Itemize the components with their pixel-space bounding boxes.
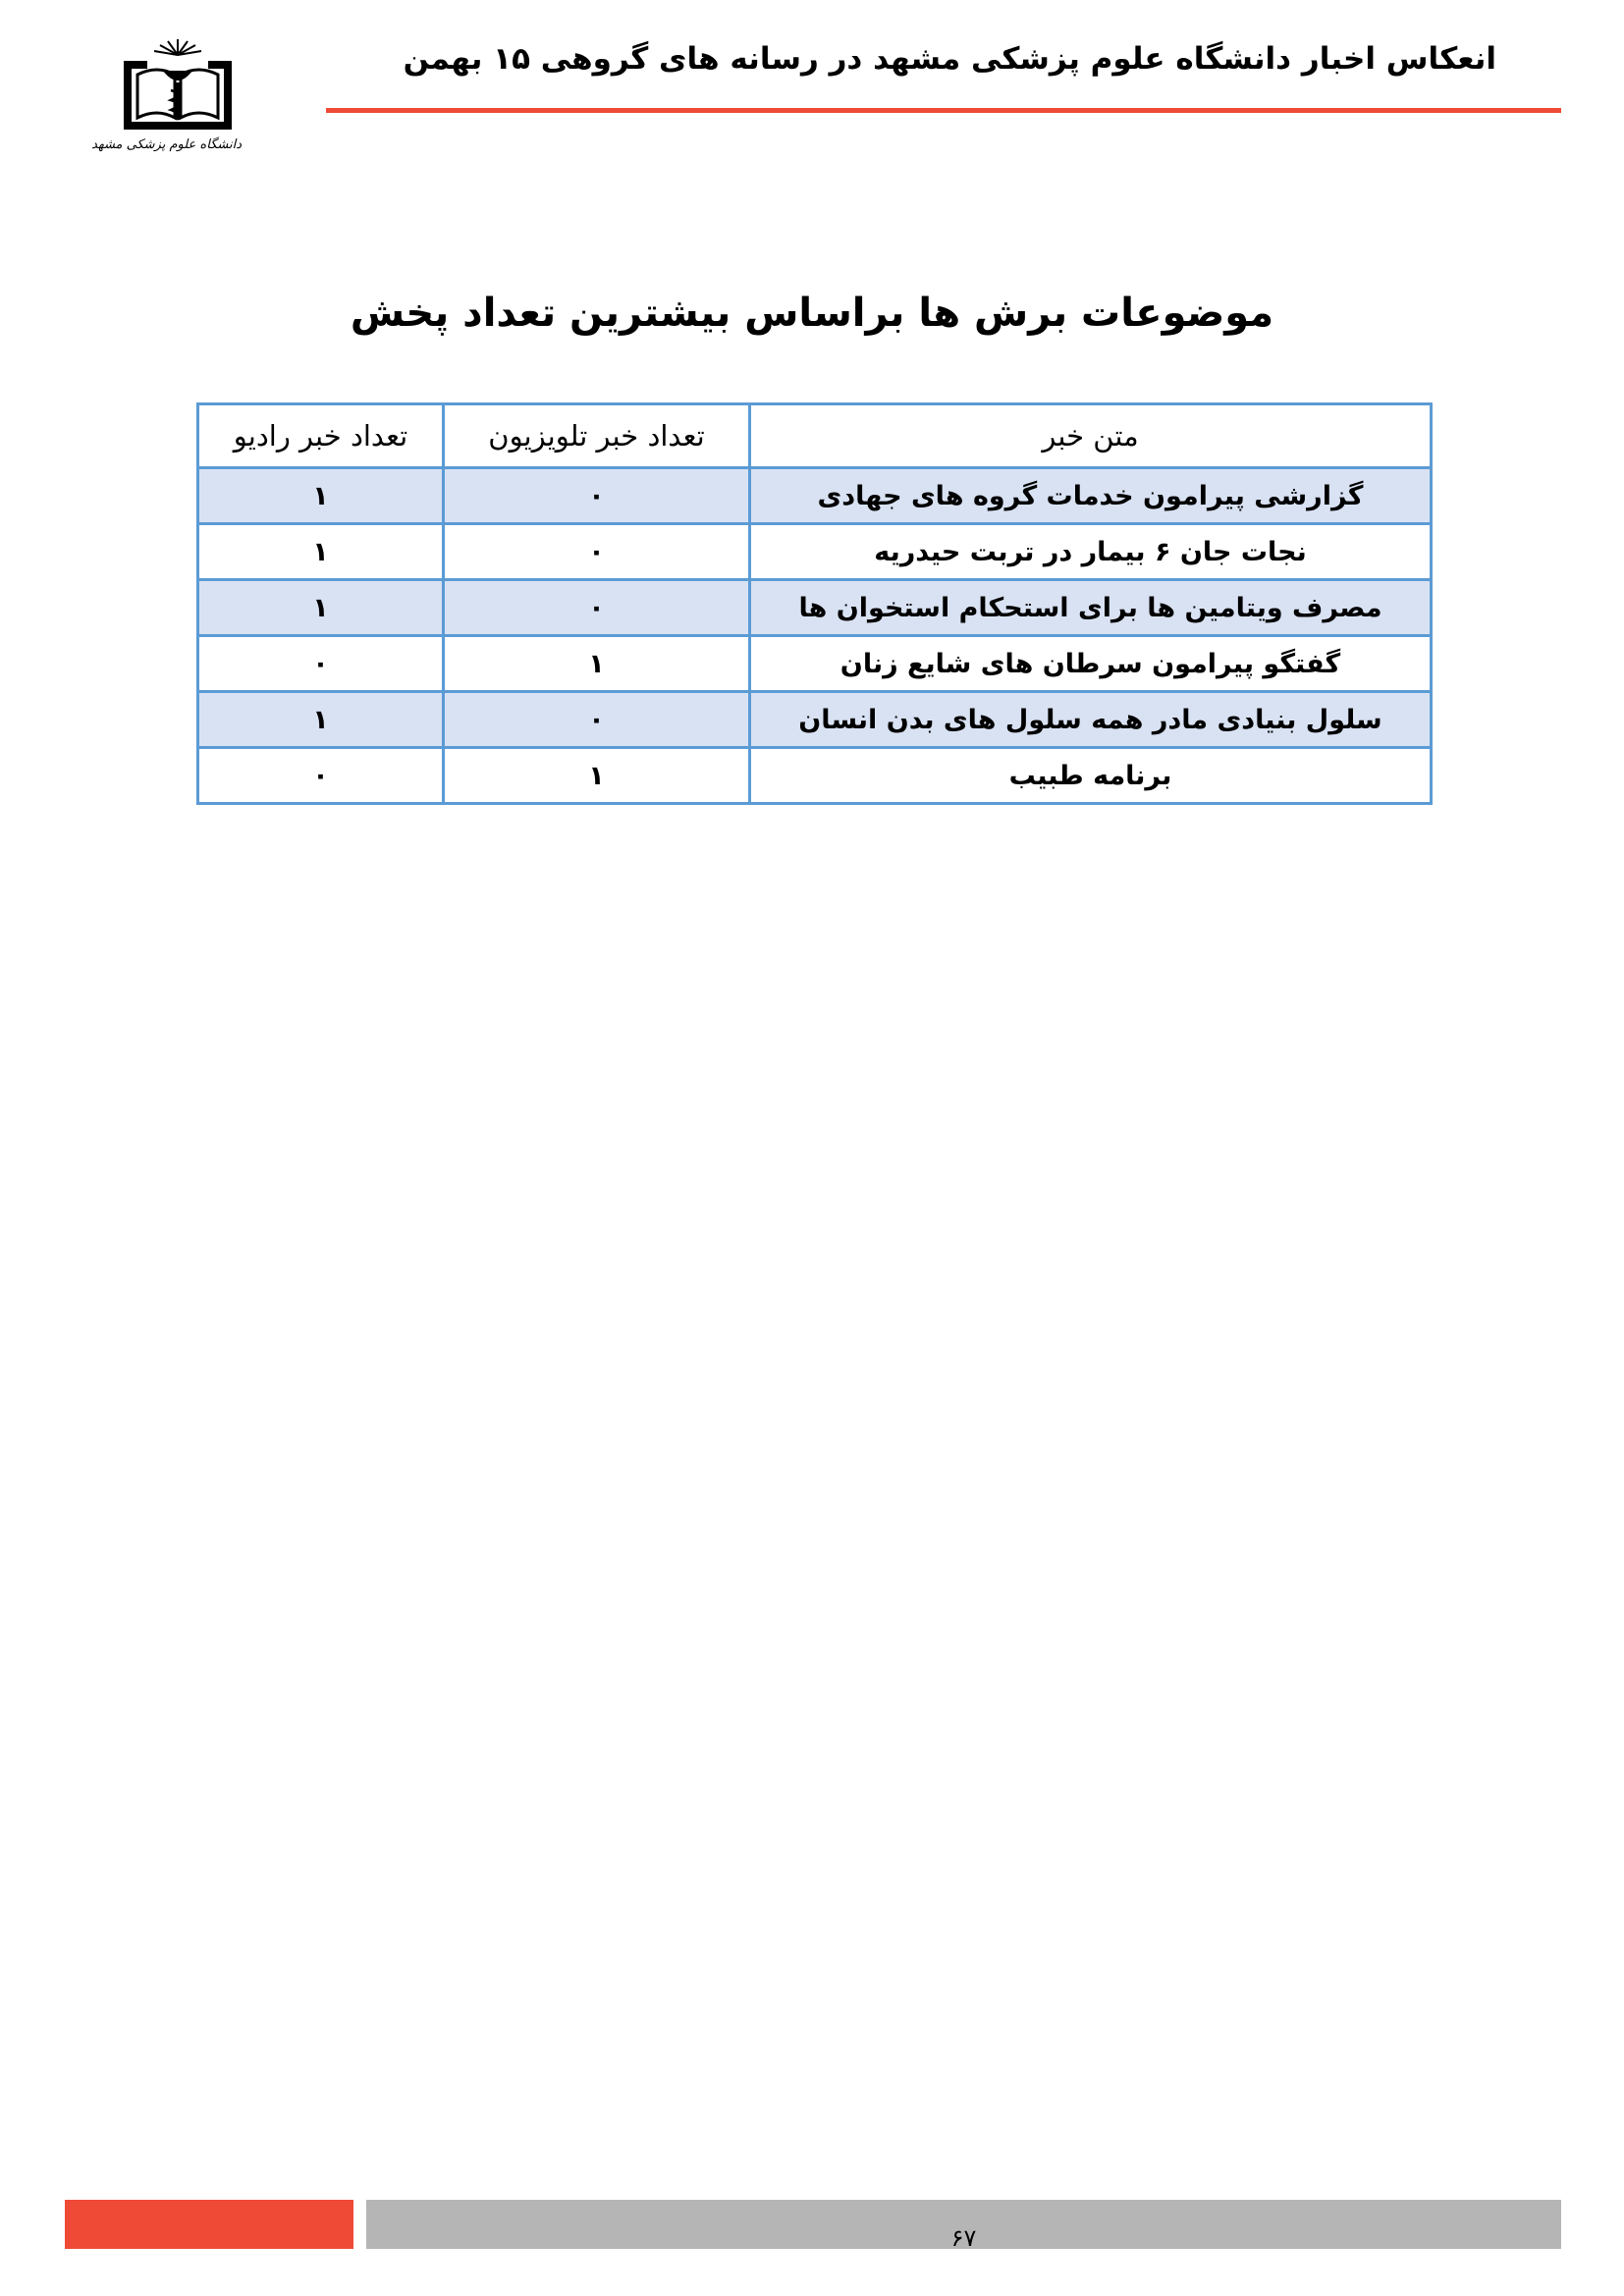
- column-header-tv-count: تعداد خبر تلویزیون: [444, 404, 750, 468]
- tv-count-cell: ۰: [444, 692, 750, 748]
- radio-count-cell: ۱: [198, 524, 444, 580]
- radio-count-cell: ۰: [198, 636, 444, 692]
- university-emblem-icon: [114, 35, 242, 137]
- news-topics-table: [196, 402, 1433, 805]
- radio-count-cell: ۱: [198, 468, 444, 524]
- tv-count-cell: ۰: [444, 468, 750, 524]
- news-text-cell: گفتگو پیرامون سرطان های شایع زنان: [750, 636, 1432, 692]
- tv-count-cell: ۱: [444, 636, 750, 692]
- university-logo: [91, 35, 242, 173]
- tv-count-cell: ۰: [444, 580, 750, 636]
- column-header-radio-count: تعداد خبر رادیو: [198, 404, 444, 468]
- table-row: [198, 524, 1432, 580]
- tv-count-cell: ۰: [444, 524, 750, 580]
- news-text-cell: گزارشی پیرامون خدمات گروه های جهادی: [750, 468, 1432, 524]
- column-header-news-text: متن خبر: [750, 404, 1432, 468]
- news-text-cell: نجات جان ۶ بیمار در تربت حیدریه: [750, 524, 1432, 580]
- table-header-row: [198, 404, 1432, 468]
- news-text-cell: مصرف ویتامین ها برای استحکام استخوان ها: [750, 580, 1432, 636]
- table-row: [198, 748, 1432, 804]
- logo-caption: دانشگاه علوم پزشکی مشهد: [91, 137, 242, 152]
- header-title: انعکاس اخبار دانشگاه علوم پزشکی مشهد در رسانه های گروهی ۱۵ بهمن: [403, 41, 1496, 77]
- radio-count-cell: ۱: [198, 580, 444, 636]
- table-row: [198, 580, 1432, 636]
- radio-count-cell: ۱: [198, 692, 444, 748]
- table-row: [198, 468, 1432, 524]
- page-title: موضوعات برش ها براساس بیشترین تعداد پخش: [350, 291, 1274, 336]
- table-row: [198, 692, 1432, 748]
- page-number: ۶۷: [950, 2224, 977, 2252]
- footer-accent-bar: [65, 2200, 353, 2249]
- news-text-cell: برنامه طبیب: [750, 748, 1432, 804]
- radio-count-cell: ۰: [198, 748, 444, 804]
- tv-count-cell: ۱: [444, 748, 750, 804]
- news-text-cell: سلول بنیادی مادر همه سلول های بدن انسان: [750, 692, 1432, 748]
- table-row: [198, 636, 1432, 692]
- header-divider: [326, 108, 1561, 113]
